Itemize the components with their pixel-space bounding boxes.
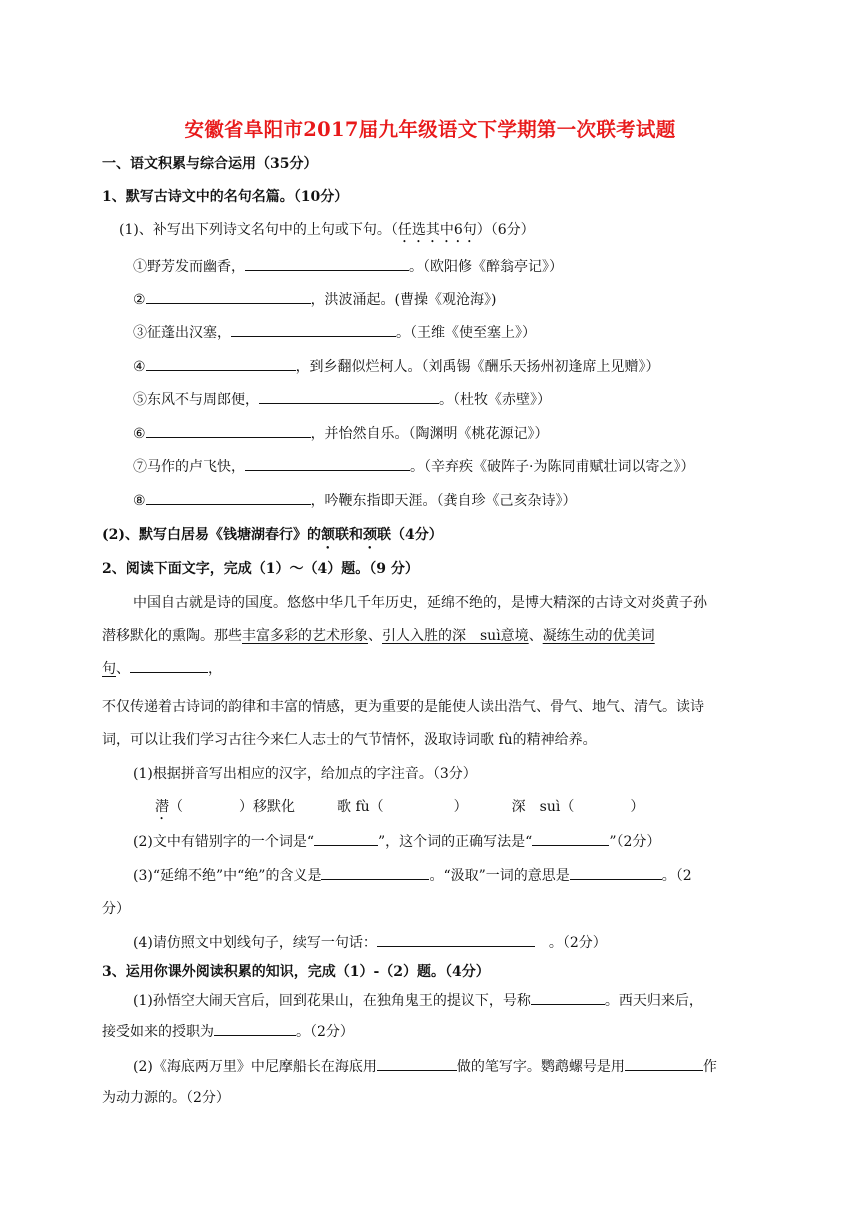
question-text: 做的笔写字。鹦鹉螺号是用 bbox=[456, 1059, 625, 1075]
section-heading: 一、语文积累与综合运用（35分） bbox=[102, 156, 318, 172]
poem-source: 。（辛弃疾《破阵子·为陈同甫赋壮词以寄之》） bbox=[410, 459, 695, 475]
passage-text: ， bbox=[208, 661, 222, 677]
question-2-title: 2、阅读下面文字，完成（1）～（4）题。（9 分） bbox=[102, 561, 419, 577]
answer-blank[interactable] bbox=[314, 832, 378, 846]
poem-item-5 bbox=[133, 390, 551, 410]
underlined-phrase: 凝练生动的优美词 bbox=[542, 628, 655, 644]
poem-source: ，吟鞭东指即天涯。（龚自珍《己亥杂诗》） bbox=[310, 493, 577, 509]
answer-blank[interactable] bbox=[214, 1022, 296, 1036]
instruction-points: 联（4分） bbox=[377, 527, 443, 543]
poem-item-1 bbox=[133, 257, 563, 277]
pinyin-items bbox=[155, 797, 644, 823]
pinyin-item-3: 深 suì（ ） bbox=[511, 799, 645, 815]
passage-line-4: 不仅传递着古诗词的韵律和丰富的情感，更为重要的是能使人读出浩气、骨气、地气、清气。读诗 bbox=[102, 699, 704, 715]
answer-blank[interactable] bbox=[146, 357, 296, 371]
question-1-part-2 bbox=[102, 525, 443, 552]
question-text: 作 bbox=[702, 1059, 717, 1075]
poem-source: 。（欧阳修《醉翁亭记》） bbox=[409, 259, 563, 275]
passage-text: 、 bbox=[528, 628, 543, 644]
question-3-title: 3、运用你课外阅读积累的知识，完成（1）-（2）题。（4分） bbox=[102, 964, 490, 980]
question-points: 。（2分） bbox=[296, 1024, 354, 1040]
question-1-part-1-instruction bbox=[119, 220, 535, 246]
question-2-sub-3 bbox=[133, 866, 692, 886]
question-2-sub-1: (1)根据拼音写出相应的汉字，给加点的字注音。（3分） bbox=[133, 766, 477, 782]
poem-source: ，到乡翻似烂柯人。（刘禹锡《酬乐天扬州初逢席上见赠》） bbox=[295, 359, 660, 375]
poem-line-text: ⑥ bbox=[133, 426, 146, 442]
instruction-text: (1)、补写出下列诗文名句中的上句或下句。（ bbox=[119, 222, 398, 238]
answer-blank[interactable] bbox=[146, 491, 311, 505]
poem-item-7 bbox=[133, 457, 694, 477]
question-3-sub-2 bbox=[133, 1057, 717, 1077]
poem-source: ，洪波涌起。(曹操《观沧海》) bbox=[310, 292, 497, 308]
poem-source: ，并怡然自乐。（陶渊明《桃花源记》） bbox=[310, 426, 549, 442]
instruction-points: ）（6分） bbox=[476, 222, 535, 238]
question-2-sub-4 bbox=[133, 933, 607, 953]
passage-line-2 bbox=[102, 626, 655, 646]
document-title: 安徽省阜阳市2017届九年级语文下学期第一次联考试题 bbox=[184, 118, 676, 141]
answer-blank[interactable] bbox=[570, 866, 662, 880]
poem-item-6 bbox=[133, 424, 549, 444]
underlined-phrase: 丰富多彩的艺术形象 bbox=[242, 628, 368, 644]
instruction-text: 联和 bbox=[335, 527, 363, 543]
answer-blank[interactable] bbox=[259, 390, 439, 404]
question-text: (2)文中有错别字的一个词是“ bbox=[133, 834, 314, 850]
answer-blank[interactable] bbox=[231, 323, 396, 337]
poem-source: 。（杜牧《赤壁》） bbox=[439, 392, 551, 408]
poem-line-text: ⑤东风不与周郎便， bbox=[133, 392, 259, 408]
poem-line-text: ② bbox=[133, 292, 146, 308]
question-points: ”（2分） bbox=[609, 834, 661, 850]
underlined-phrase: 句 bbox=[102, 661, 116, 677]
question-text: 。“汲取”一词的意思是 bbox=[429, 868, 570, 884]
poem-line-text: ③征蓬出汉塞， bbox=[133, 325, 231, 341]
question-points: 。（2 bbox=[661, 868, 692, 884]
passage-text: 、 bbox=[368, 628, 382, 644]
poem-line-text: ⑦马作的卢飞快， bbox=[133, 459, 245, 475]
poem-item-2 bbox=[133, 290, 497, 310]
answer-blank[interactable] bbox=[532, 832, 609, 846]
question-text: 。西天归来后， bbox=[604, 993, 703, 1009]
poem-line-text: ④ bbox=[133, 359, 146, 375]
poem-line-text: ⑧ bbox=[133, 493, 146, 509]
pinyin-item-2: 歌 fù（ ） bbox=[337, 799, 468, 815]
poem-item-8 bbox=[133, 491, 577, 511]
answer-blank[interactable] bbox=[625, 1057, 703, 1071]
passage-text: 、 bbox=[116, 661, 130, 677]
poem-item-4 bbox=[133, 357, 660, 377]
question-text: (2)《海底两万里》中尼摩船长在海底用 bbox=[133, 1059, 377, 1075]
answer-blank[interactable] bbox=[531, 991, 605, 1005]
answer-blank[interactable] bbox=[146, 290, 311, 304]
poem-line-text: ①野芳发而幽香， bbox=[133, 259, 245, 275]
question-text: 接受如来的授职为 bbox=[102, 1024, 214, 1040]
underlined-phrase: 引人入胜的深 suì意境 bbox=[382, 628, 529, 644]
passage-line-3 bbox=[102, 659, 222, 679]
passage-line-5: 词，可以让我们学习古往今来仁人志士的气节情怀，汲取诗词歌 fù的精神给养。 bbox=[102, 732, 597, 748]
answer-blank[interactable] bbox=[377, 1057, 457, 1071]
question-text: ”，这个词的正确写法是“ bbox=[378, 834, 533, 850]
answer-blank[interactable] bbox=[245, 457, 410, 471]
instruction-text: (2)、默写白居易《钱塘湖春行》的 bbox=[102, 527, 321, 543]
emphasized-text: 颔 bbox=[321, 527, 335, 543]
question-1-title: 1、默写古诗文中的名句名篇。（10分） bbox=[102, 189, 349, 205]
question-3-sub-1 bbox=[133, 991, 703, 1011]
answer-blank[interactable] bbox=[321, 866, 429, 880]
pinyin-item-1: （ ）移默化 bbox=[169, 799, 295, 815]
question-points: 。（2分） bbox=[534, 935, 607, 951]
question-text: (4)请仿照文中划线句子，续写一句话： bbox=[133, 935, 377, 951]
emphasized-text: 任选其中6句 bbox=[397, 222, 477, 238]
answer-blank[interactable] bbox=[130, 659, 208, 673]
dotted-character: 潜 bbox=[155, 799, 169, 815]
poem-source: 。（王维《使至塞上》） bbox=[396, 325, 536, 341]
emphasized-text: 颈 bbox=[363, 527, 377, 543]
question-3-sub-1-line-2 bbox=[102, 1022, 354, 1042]
question-text: (1)孙悟空大闹天宫后，回到花果山，在独角鬼王的提议下，号称 bbox=[133, 993, 531, 1009]
answer-blank[interactable] bbox=[377, 933, 535, 947]
question-2-sub-3-wrap: 分） bbox=[102, 901, 130, 917]
question-3-sub-2-line-2: 为动力源的。（2分） bbox=[102, 1090, 230, 1106]
passage-text: 潜移默化的熏陶。那些 bbox=[102, 628, 242, 644]
passage-line-1: 中国自古就是诗的国度。悠悠中华几千年历史，延绵不绝的，是博大精深的古诗文对炎黄子孙 bbox=[133, 595, 707, 611]
answer-blank[interactable] bbox=[245, 257, 409, 271]
poem-item-3 bbox=[133, 323, 536, 343]
answer-blank[interactable] bbox=[146, 424, 311, 438]
question-text: (3)“延绵不绝”中“绝”的含义是 bbox=[133, 868, 322, 884]
question-2-sub-2 bbox=[133, 832, 660, 852]
